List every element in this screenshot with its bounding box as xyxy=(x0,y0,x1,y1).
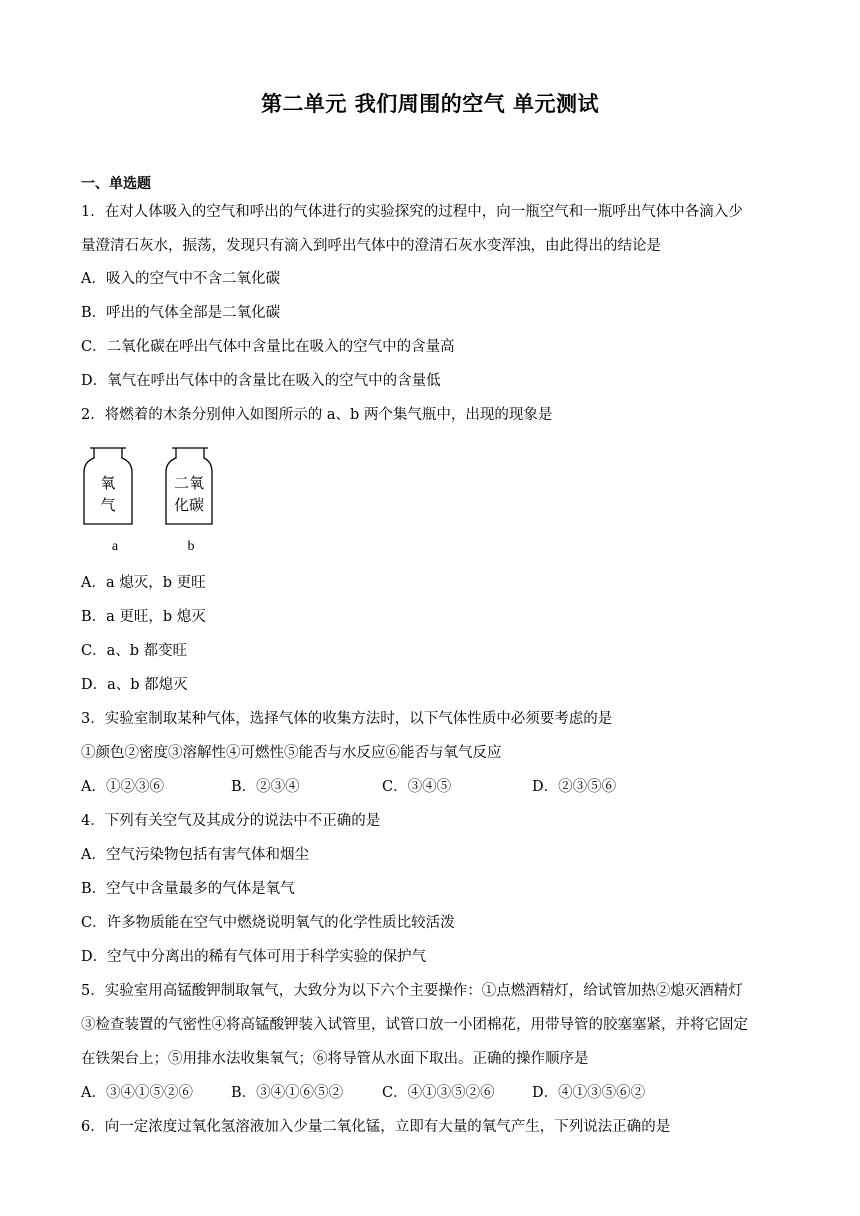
bottle-b-text-1: 二氧 xyxy=(173,474,205,492)
q2-option-c: C．a、b 都变旺 xyxy=(81,643,188,659)
section-heading: 一、单选题 xyxy=(81,176,151,192)
q3-option-a: A．①②③⑥ xyxy=(81,779,164,795)
bottle-b-label: b xyxy=(187,539,195,554)
q6-stem: 6．向一定浓度过氧化氢溶液加入少量二氧化锰，立即有大量的氧气产生，下列说法正确的是 xyxy=(81,1119,671,1135)
q1-stem-line1: 1．在对人体吸入的空气和呼出的气体进行的实验探究的过程中，向一瓶空气和一瓶呼出气体中各滴入少 xyxy=(81,204,743,220)
bottle-b-text-2: 化碳 xyxy=(173,496,205,514)
q1-option-b: B．呼出的气体全部是二氧化碳 xyxy=(81,305,281,321)
bottle-a-text-2: 气 xyxy=(100,496,116,514)
q5-stem-line2: ③检查装置的气密性④将高锰酸钾装入试管里，试管口放一小团棉花，用带导管的胶塞塞紧，并将它固定 xyxy=(81,1017,748,1033)
q1-option-d: D．氧气在呼出气体中的含量比在吸入的空气中的含量低 xyxy=(81,373,441,389)
gas-bottles-diagram xyxy=(78,440,228,560)
q2-option-b: B．a 更旺，b 熄灭 xyxy=(81,609,206,625)
q4-stem: 4．下列有关空气及其成分的说法中不正确的是 xyxy=(81,813,381,829)
q3-option-c: C．③④⑤ xyxy=(382,779,452,795)
q1-stem-line2: 量澄清石灰水，振荡，发现只有滴入到呼出气体中的澄清石灰水变浑浊，由此得出的结论是 xyxy=(81,238,661,254)
q4-option-d: D．空气中分离出的稀有气体可用于科学实验的保护气 xyxy=(81,949,427,965)
q5-stem-line1: 5．实验室用高锰酸钾制取氧气，大致分为以下六个主要操作：①点燃酒精灯，给试管加热②熄灭酒精灯 xyxy=(81,983,743,999)
page-title: 第二单元 我们周围的空气 单元测试 xyxy=(260,92,600,116)
q3-option-d: D．②③⑤⑥ xyxy=(532,779,617,795)
q3-items: ①颜色②密度③溶解性④可燃性⑤能否与水反应⑥能否与氧气反应 xyxy=(81,745,502,761)
q1-option-c: C．二氧化碳在呼出气体中含量比在吸入的空气中的含量高 xyxy=(81,339,455,355)
q4-option-b: B．空气中含量最多的气体是氧气 xyxy=(81,881,295,897)
gas-bottles-figure xyxy=(78,440,228,560)
q5-option-b: B．③④①⑥⑤② xyxy=(231,1085,344,1101)
q4-option-a: A．空气污染物包括有害气体和烟尘 xyxy=(81,847,309,863)
bottle-a-label: a xyxy=(111,539,119,554)
q2-option-a: A．a 熄灭，b 更旺 xyxy=(81,575,206,591)
q5-stem-line3: 在铁架台上；⑤用排水法收集氧气；⑥将导管从水面下取出。正确的操作顺序是 xyxy=(81,1051,589,1067)
q2-option-d: D．a、b 都熄灭 xyxy=(81,677,188,693)
q2-stem: 2．将燃着的木条分别伸入如图所示的 a、b 两个集气瓶中，出现的现象是 xyxy=(81,407,553,423)
q3-stem: 3．实验室制取某种气体，选择气体的收集方法时，以下气体性质中必须要考虑的是 xyxy=(81,711,613,727)
q4-option-c: C．许多物质能在空气中燃烧说明氧气的化学性质比较活泼 xyxy=(81,915,455,931)
q1-option-a: A．吸入的空气中不含二氧化碳 xyxy=(81,271,280,287)
q5-option-d: D．④①③⑤⑥② xyxy=(532,1085,646,1101)
q5-option-a: A．③④①⑤②⑥ xyxy=(81,1085,193,1101)
bottle-a-text-1: 氧 xyxy=(100,474,116,492)
q3-option-b: B．②③④ xyxy=(231,779,300,795)
q5-option-c: C．④①③⑤②⑥ xyxy=(382,1085,495,1101)
